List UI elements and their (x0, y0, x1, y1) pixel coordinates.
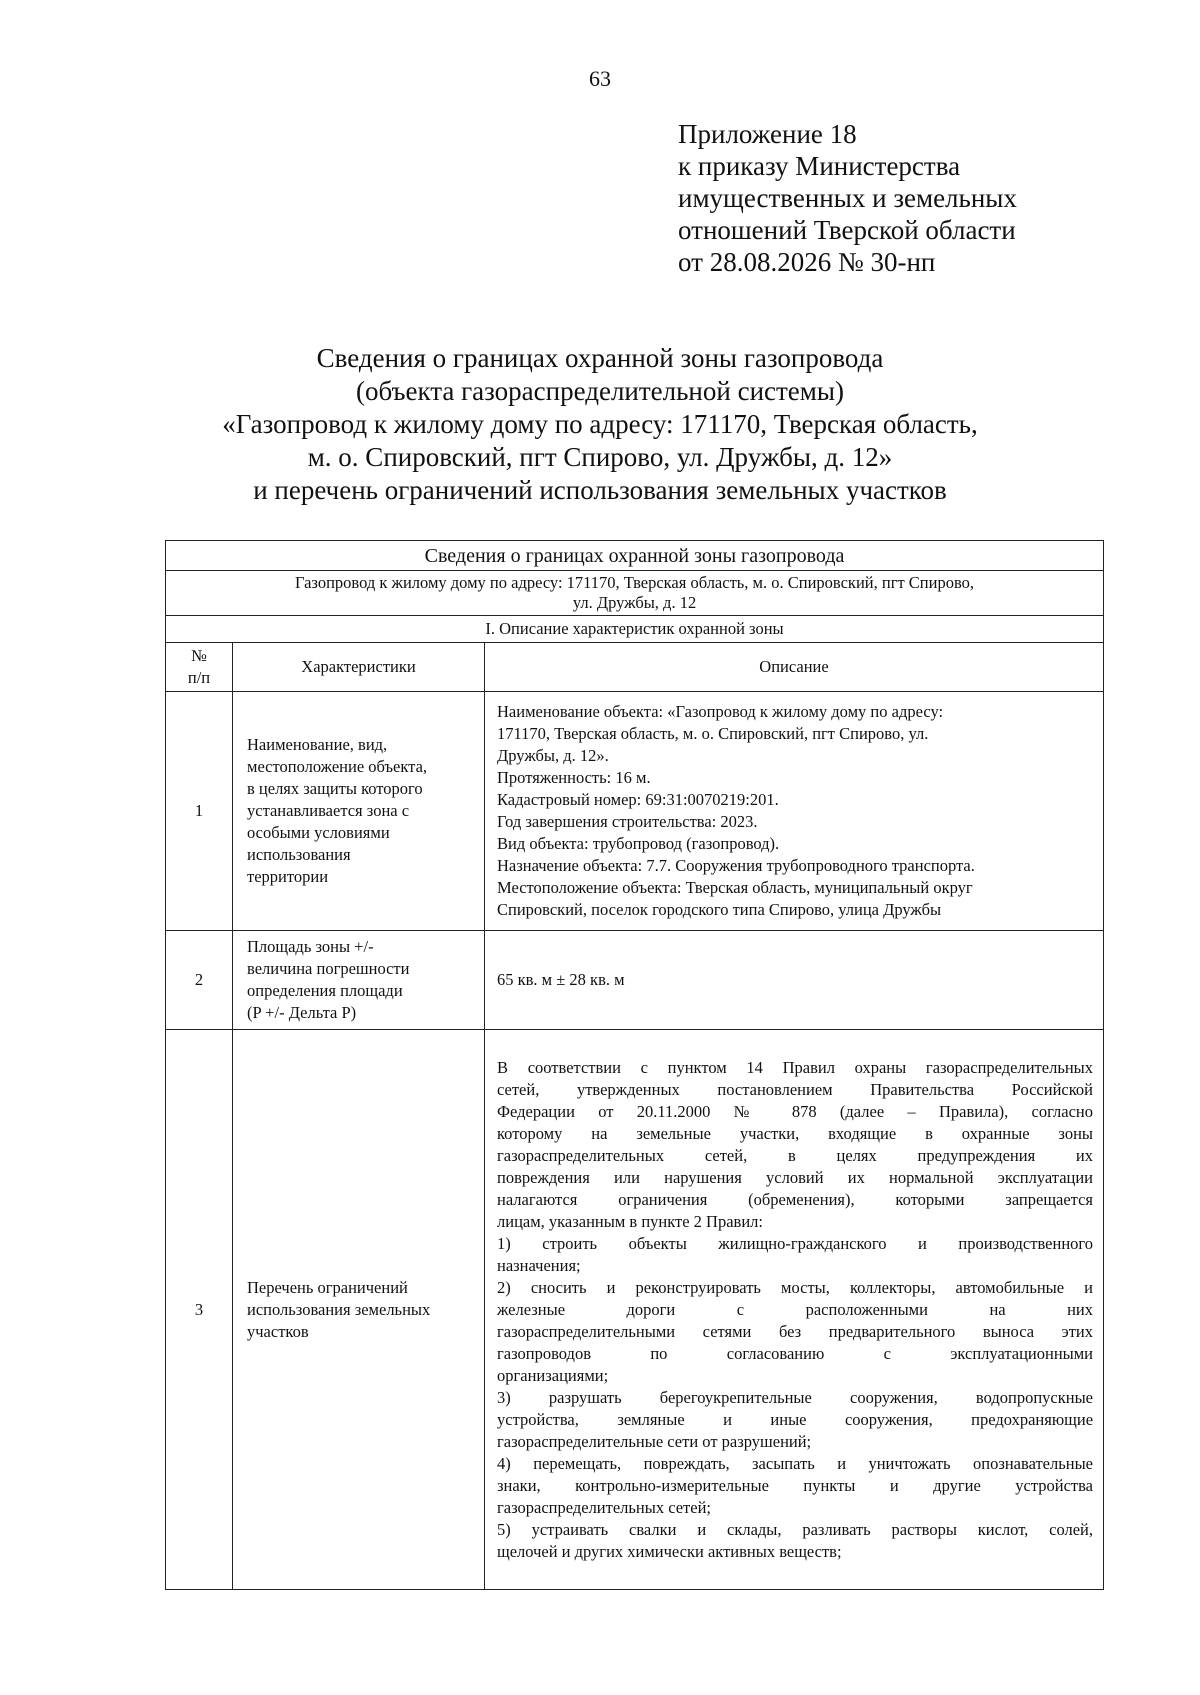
object-name-line: Газопровод к жилому дому по адресу: 171170, Тверская область, м. о. Спировский, пгт Спирово, (294, 573, 975, 592)
description-line: Федерации от 20.11.2000 № 878 (далее – Правила), согласно (497, 1101, 1094, 1121)
title-line: (объекта газораспределительной системы) (355, 376, 845, 406)
row-number: 1 (166, 692, 233, 931)
description-line: 5) устраивать свалки и склады, разливать растворы кислот, солей, (497, 1519, 1094, 1539)
row-number: 3 (166, 1030, 233, 1590)
characteristic-line: определения площади (247, 981, 403, 1000)
document-title (0, 342, 1200, 507)
characteristic-line: Перечень ограничений (247, 1277, 408, 1297)
title-line: Сведения о границах охранной зоны газопровода (316, 343, 884, 373)
row-description (485, 1030, 1104, 1590)
title-line: м. о. Спировский, пгт Спирово, ул. Дружбы, д. 12» (307, 442, 893, 472)
appendix-block (678, 118, 1017, 278)
characteristic-line: участков (247, 1321, 309, 1341)
characteristic-line: использования (247, 845, 351, 864)
description-line: Наименование объекта: «Газопровод к жилому дому по адресу: (497, 702, 944, 721)
row-characteristic (233, 692, 485, 931)
row-number: 2 (166, 931, 233, 1030)
description-line: повреждения или нарушения условий их нормальной эксплуатации (497, 1167, 1094, 1187)
description-line: 4) перемещать, повреждать, засыпать и уничтожать опознавательные (497, 1453, 1094, 1473)
description-line: щелочей и других химически активных веществ; (497, 1541, 842, 1561)
description-line: газопроводов по согласованию с эксплуатационными (497, 1343, 1094, 1363)
description-line: Вид объекта: трубопровод (газопровод). (497, 834, 780, 853)
description-line: 171170, Тверская область, м. о. Спировский, пгт Спирово, ул. (497, 724, 929, 743)
table-header: Сведения о границах охранной зоны газопровода (166, 541, 1104, 571)
column-header-num (166, 643, 233, 692)
description-line: лицам, указанным в пункте 2 Правил: (497, 1211, 763, 1231)
page-number: 63 (589, 66, 611, 91)
description-line: которому на земельные участки, входящие в охранные зоны (497, 1123, 1094, 1143)
row-characteristic (233, 1030, 485, 1590)
description-line: организациями; (497, 1365, 609, 1385)
appendix-line: Приложение 18 (678, 119, 857, 149)
description-line: газораспределительных сетей, в целях предупреждения их (497, 1145, 1094, 1165)
row-characteristic (233, 931, 485, 1030)
appendix-line: имущественных и земельных (678, 183, 1017, 213)
appendix-line: отношений Тверской области (678, 215, 1016, 245)
description-line: 2) сносить и реконструировать мосты, коллекторы, автомобильные и (497, 1277, 1094, 1297)
characteristic-line: Площадь зоны +/- (247, 937, 374, 956)
object-name-line: ул. Дружбы, д. 12 (572, 593, 697, 612)
zone-info-table (165, 540, 1104, 1590)
description-line: 1) строить объекты жилищно-гражданского и производственного (497, 1233, 1094, 1253)
characteristic-line: (P +/- Дельта P) (247, 1003, 357, 1022)
table-row (166, 692, 1104, 931)
description-line: Спировский, поселок городского типа Спирово, улица Дружбы (497, 900, 942, 919)
description-line: газораспределительными сетями без предварительного выноса этих (497, 1321, 1094, 1341)
description-line: налагаются ограничения (обременения), которыми запрещается (497, 1189, 1094, 1209)
description-line: В соответствии с пунктом 14 Правил охраны газораспределительных (497, 1057, 1094, 1077)
description-line: Местоположение объекта: Тверская область, муниципальный округ (497, 878, 973, 897)
title-line: «Газопровод к жилому дому по адресу: 171170, Тверская область, (222, 409, 978, 439)
description-line: 3) разрушать берегоукрепительные сооружения, водопропускные (497, 1387, 1094, 1407)
column-header-characteristics: Характеристики (233, 643, 485, 692)
description-line: 65 кв. м ± 28 кв. м (497, 970, 625, 989)
characteristic-line: особыми условиями (247, 823, 390, 842)
row-description (485, 692, 1104, 931)
description-line: Кадастровый номер: 69:31:0070219:201. (497, 790, 779, 809)
description-line: Назначение объекта: 7.7. Сооружения трубопроводного транспорта. (497, 856, 975, 875)
row-description (485, 931, 1104, 1030)
description-line: сетей, утвержденных постановлением Правительства Российской (497, 1079, 1094, 1099)
characteristic-line: в целях защиты которого (247, 779, 423, 798)
description-line: устройства, земляные и иные сооружения, предохраняющие (497, 1409, 1094, 1429)
object-name-cell (166, 571, 1104, 616)
characteristic-line: территории (247, 867, 329, 886)
column-header-num-line: п/п (187, 668, 211, 687)
characteristic-line: величина погрешности (247, 959, 410, 978)
description-line: газораспределительные сети от разрушений; (497, 1431, 812, 1451)
description-line: железные дороги с расположенными на них (497, 1299, 1094, 1319)
table-row (166, 1030, 1104, 1590)
table-row (166, 931, 1104, 1030)
description-line: знаки, контрольно-измерительные пункты и другие устройства (497, 1475, 1094, 1495)
description-line: Протяженность: 16 м. (497, 768, 651, 787)
section-heading: I. Описание характеристик охранной зоны (166, 616, 1104, 643)
characteristic-line: Наименование, вид, (247, 735, 388, 754)
description-line: газораспределительных сетей; (497, 1497, 712, 1517)
description-line: назначения; (497, 1255, 581, 1275)
appendix-line: к приказу Министерства (678, 151, 961, 181)
title-line: и перечень ограничений использования земельных участков (253, 475, 947, 505)
column-header-num-line: № (191, 646, 207, 665)
characteristic-line: использования земельных (247, 1299, 431, 1319)
column-header-description: Описание (485, 643, 1104, 692)
characteristic-line: устанавливается зона с (247, 801, 410, 820)
description-line: Год завершения строительства: 2023. (497, 812, 758, 831)
description-line: Дружбы, д. 12». (497, 746, 609, 765)
characteristic-line: местоположение объекта, (247, 757, 428, 776)
appendix-line: от 28.08.2026 № 30-нп (678, 247, 936, 277)
